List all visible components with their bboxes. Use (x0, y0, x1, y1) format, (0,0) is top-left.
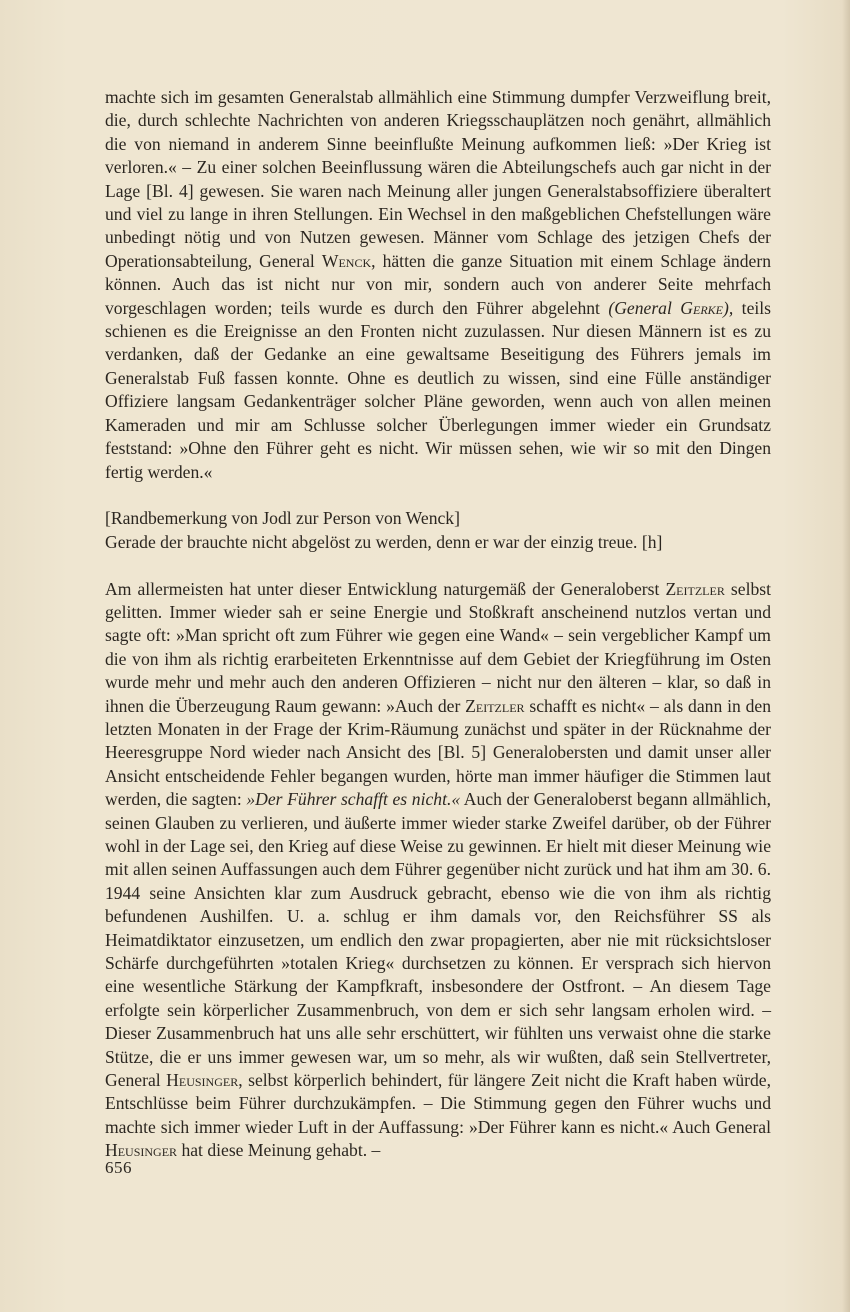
italic-close: ), (723, 297, 734, 318)
text-run: Auch der Generaloberst begann allmählich, seinen Glauben zu verlieren, und äußerte immer wieder starke Zweifel darüber, ob der Führer wohl in der Lage sei, den Krieg auf diese Weise zu gewinnen. Er hielt mit dieser Meinung wie mit allen seinen Auffassungen auch dem Führer gegenüber nicht zurück und hat ihm am 30. 6. 1944 seine Ansichten klar zum Ausdruck gebracht, ebenso wie die von ihm als richtig befundenen Aushilfen. U. a. schlug er ihm damals vor, den Reichsführer SS als Heimatdiktator einzusetzen, um endlich den zwar propagierten, aber nie mit rücksichtsloser Schärfe durchgeführten »totalen Krieg« durchsetzen zu können. Er versprach sich hiervon eine wesentliche Stärkung der Kampfkraft, insbesondere der Ostfront. – An diesem Tage erfolgte sein körperlicher Zusammenbruch, von dem er sich sehr langsam erholen wird. – Dieser Zusammenbruch hat uns alle sehr erschüttert, wir fühlten uns verwaist ohne die starke Stütze, die er uns immer gewesen war, um so mehr, als wir wußten, daß sein Stellvertreter, General (105, 789, 771, 1091)
name-heusinger: Heusinger (105, 1140, 178, 1161)
paragraph-2 (105, 578, 771, 1163)
margin-note-heading: [Randbemerkung von Jodl zur Person von Wenck] (105, 508, 460, 529)
name-gerke: Gerke (680, 297, 723, 318)
name-heusinger: Heusinger (166, 1070, 239, 1091)
spacer (105, 484, 771, 507)
page-number: 656 (105, 1158, 132, 1177)
spacer (105, 554, 771, 577)
text-run: hat diese Meinung gehabt. – (177, 1140, 381, 1161)
text-run: selbst gelitten. Immer wieder sah er seine Energie und Stoßkraft anscheinend nutzlos vertan und sagte oft: »Man spricht oft zum Führer wie gegen eine Wand« – sein vergeblicher Kampf um die von ihm als richtig erarbeiteten Erkenntnisse auf dem Gebiet der Kriegführung im Osten wurde mehr und mehr auch den anderen Offizieren – nicht nur den älteren – klar, so daß in ihnen die Überzeugung Raum gewann: »Auch der (105, 578, 771, 716)
text-run: , selbst körperlich behindert, für längere Zeit nicht die Kraft haben würde, Entschlüsse beim Führer durchzukämpfen. – Die Stimmung gegen den Führer wuchs und machte sich immer wieder Luft in der Auffassung: »Der Führer kann es nicht.« Auch General (105, 1070, 771, 1137)
text-run: machte sich im gesamten Generalstab allmählich eine Stimmung dumpfer Verzweiflung breit, die, durch schlechte Nachrichten von anderen Kriegsschauplätzen noch genährt, allmählich die von niemand in anderem Sinne beeinflußte Meinung aufkommen ließ: »Der Krieg ist verloren.« – Zu einer solchen Beeinflussung wären die Abteilungschefs auch gar nicht in der Lage [Bl. 4] gewesen. Sie waren nach Meinung aller jungen Generalstabsoffiziere überaltert und viel zu lange in ihren Stellungen. Ein Wechsel in den maßgeblichen Chefstellungen wäre unbedingt nötig und von Nutzen gewesen. Männer vom Schlage des jetzigen Chefs der Operationsabteilung, General (105, 87, 771, 271)
margin-note-text: Gerade der brauchte nicht abgelöst zu werden, denn er war der einzig treue. [h] (105, 531, 663, 552)
paragraph-1 (105, 86, 771, 484)
text-run: teils schienen es die Ereignisse an den Fronten nicht zuzulassen. Nur diesen Männern ist es zu verdanken, daß der Gedanke an eine gewaltsame Beseitigung des Führers jemals im Generalstab Fuß fassen konnte. Ohne es deutlich zu wissen, sind eine Fülle anständiger Offiziere langsam Gedankenträger solcher Pläne geworden, wenn auch von allen meinen Kameraden und mir am Schlusse solcher Überlegungen immer wieder ein Grundsatz feststand: »Ohne den Führer geht es nicht. Wir müssen sehen, wie wir so mit den Dingen fertig werden.« (105, 297, 771, 482)
page-edge-shadow (842, 0, 850, 1312)
text-run: schafft es nicht« – als dann in den letzten Monaten in der Frage der Krim-Räumung zunächst und später in der Rücknahme der Heeresgruppe Nord wieder nach Ansicht des [Bl. 5] Generalobersten und damit unser aller Ansicht entscheidende Fehler begangen wurden, hörte man immer häufiger die Stimmen laut werden, die sagten: (105, 695, 771, 810)
italic-general: (General (608, 297, 681, 318)
italic-quote: »Der Führer schafft es nicht.« (246, 789, 461, 810)
name-zeitzler: Zeitzler (665, 578, 725, 599)
text-run: , hätten die ganze Situation mit einem Schlage ändern können. Auch das ist nicht nur von mir, sondern auch von anderer Seite mehrfach vorgeschlagen worden; teils wurde es durch den Führer abgelehnt (105, 250, 771, 318)
margin-note (105, 507, 771, 554)
name-zeitzler: Zeitzler (465, 695, 525, 716)
text-run: Am allermeisten hat unter dieser Entwicklung naturgemäß der Generaloberst (105, 578, 666, 599)
body-text (105, 86, 771, 1163)
name-wenck: Wenck (321, 250, 372, 271)
